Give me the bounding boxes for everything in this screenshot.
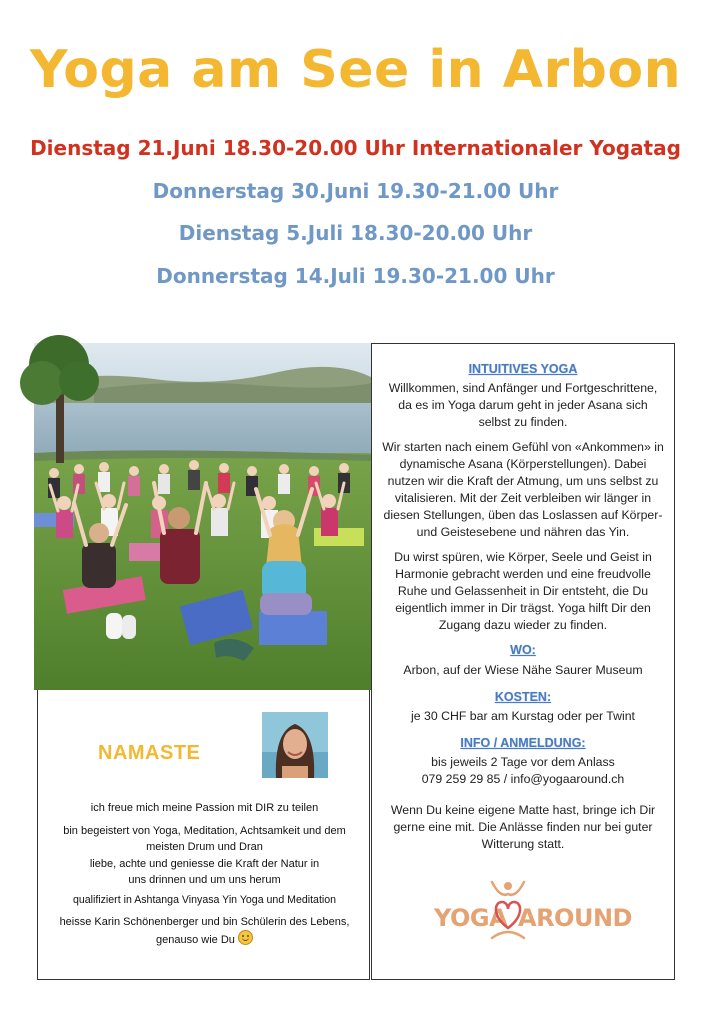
- about-line-1: ich freue mich meine Passion mit DIR zu teilen: [90, 802, 319, 814]
- page-title: Yoga am See in Arbon: [29, 40, 682, 100]
- date-3: Dienstag 5.Juli 18.30-20.00 Uhr: [178, 221, 533, 245]
- info-box: [371, 343, 675, 980]
- date-2: Donnerstag 30.Juni 19.30-21.00 Uhr: [152, 179, 559, 203]
- date-4: Donnerstag 14.Juli 19.30-21.00 Uhr: [156, 264, 555, 288]
- about-line-2: bin begeistert von Yoga, Meditation, Achtsamkeit und dem meisten Drum und Dran: [63, 825, 346, 853]
- about-line-3: liebe, achte und geniesse die Kraft der Natur in uns drinnen und um uns herum: [89, 858, 320, 886]
- heading-where: WO:: [510, 643, 536, 657]
- smiley-icon: [238, 930, 253, 945]
- about-line-5: [38, 914, 371, 948]
- contact-deadline: bis jeweils 2 Tage vor dem Anlass: [431, 755, 615, 769]
- yoga-around-logo: [432, 876, 632, 946]
- heading-intuitive-yoga: INTUITIVES YOGA: [468, 362, 578, 376]
- about-line-5-text: heisse Karin Schönenberger und bin Schülerin des Lebens, genauso wie Du: [59, 916, 350, 946]
- date-1: Dienstag 21.Juni 18.30-20.00 Uhr Internationaler Yogatag: [30, 136, 681, 160]
- heading-contact: INFO / ANMELDUNG:: [460, 736, 586, 750]
- portrait-photo: [262, 712, 328, 778]
- start-text: Wir starten nach einem Gefühl von «Ankommen» in dynamische Asana (Körperstellungen). Dabei nutzen wir die Kraft der Atmung, um uns selbst zu vitalisieren. Mit der Zeit verbleiben wir länger in diesen Stellungen, üben das Loslassen auf Körper- und Geistesebene und nähren das Yin.: [382, 440, 664, 539]
- contact-details[interactable]: 079 259 29 85 / info@yogaaround.ch: [421, 772, 625, 786]
- heading-costs: KOSTEN:: [494, 690, 552, 704]
- where-text: Arbon, auf der Wiese Nähe Saurer Museum: [403, 663, 643, 677]
- costs-text: je 30 CHF bar am Kurstag oder per Twint: [411, 709, 635, 723]
- about-box: [37, 690, 370, 980]
- about-line-4: qualifiziert in Ashtanga Vinyasa Yin Yoga und Meditation: [72, 894, 337, 906]
- logo-text-right: AROUND: [518, 904, 632, 932]
- welcome-text: Willkommen, sind Anfänger und Fortgeschrittene, da es im Yoga darum geht in jeder Asana sich selbst zu finden.: [388, 381, 658, 429]
- yoga-class-photo: [34, 343, 371, 690]
- mat-text: Wenn Du keine eigene Matte hast, bringe ich Dir gerne eine mit. Die Anlässe finden nur bei guter Witterung statt.: [390, 803, 656, 851]
- namaste-heading: NAMASTE: [98, 742, 201, 764]
- logo-text-left: YOGA: [434, 904, 508, 932]
- feel-text: Du wirst spüren, wie Körper, Seele und Geist in Harmonie gebracht werden und eine freudvolle Ruhe und Gelassenheit in Dir entsteht, die Du eigentlich immer in Dir trägst. Yoga hilft Dir den Zugang dazu wieder zu finden.: [394, 550, 652, 632]
